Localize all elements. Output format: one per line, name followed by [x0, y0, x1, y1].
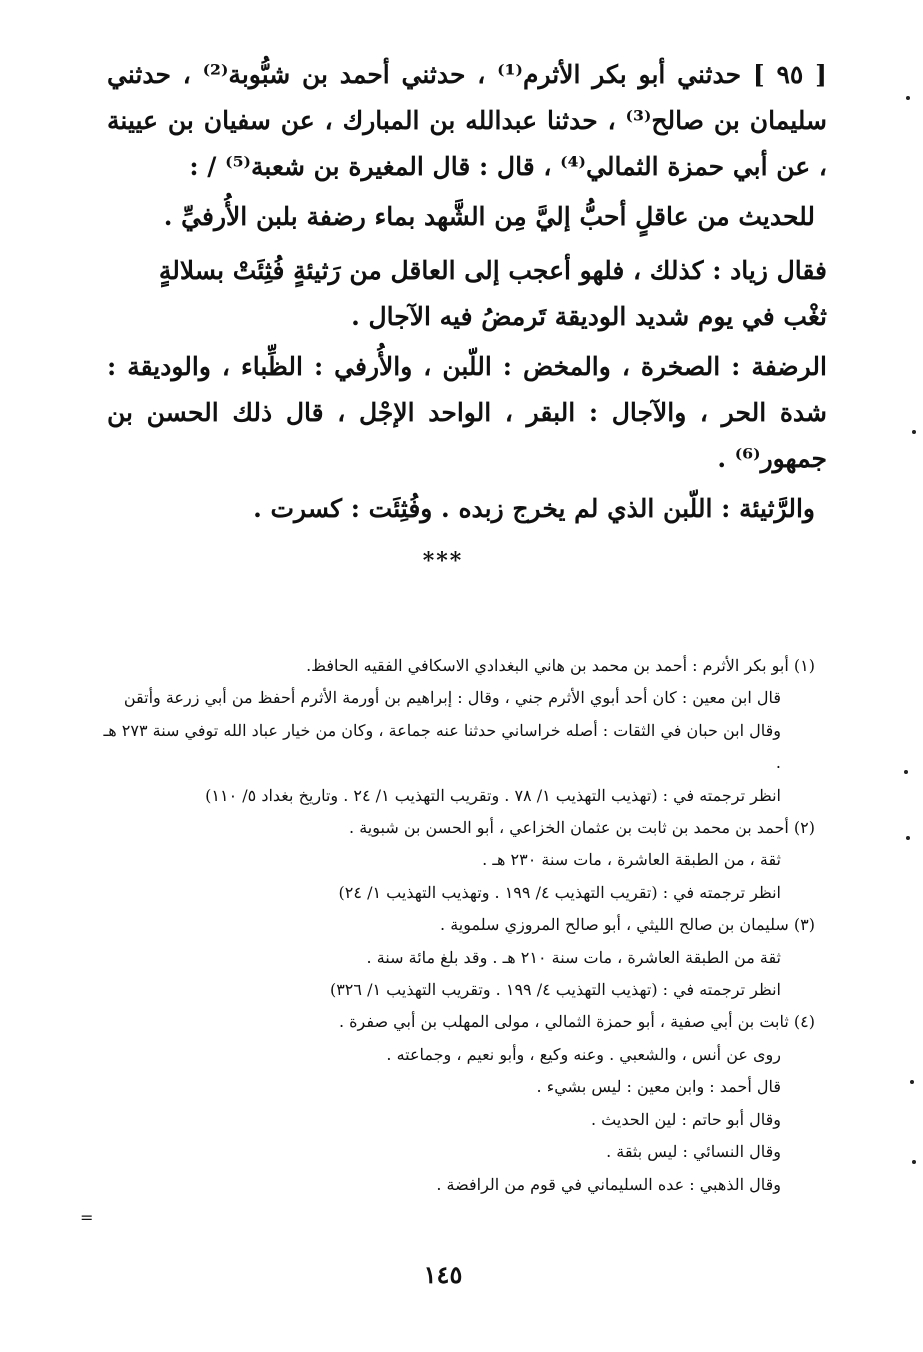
footnote-line: انظر ترجمته في : (تقريب التهذيب ٤/ ١٩٩ . وتهذيب التهذيب ١/ ٢٤) [338, 882, 781, 902]
footnote-line: وقال النسائي : ليس بثقة . [606, 1142, 781, 1162]
footnote-line: قال ابن معين : كان أحد أبوي الأثرم جني ، وقال : إبراهيم بن أورمة الأثرم أحفظ من أبي زرعة وأتقن [123, 688, 781, 708]
scan-dot [906, 836, 910, 840]
scan-dot [910, 1080, 914, 1084]
page-number: ١٤٥ [423, 1260, 463, 1289]
scan-dot [912, 1160, 916, 1164]
footnote-line: قال أحمد : وابن معين : ليس بشيء . [536, 1077, 781, 1097]
footnote-line: ثقة ، من الطبقة العاشرة ، مات سنة ٢٣٠ هـ . [482, 850, 781, 870]
footnotes [95, 650, 815, 1201]
footnote-line: (١) أبو بكر الأثرم : أحمد بن محمد بن هاني البغدادي الاسكافي الفقيه الحافظ. [306, 656, 815, 675]
footnote-line: انظر ترجمته في : (تهذيب التهذيب ٤/ ١٩٩ . وتقريب التهذيب ١/ ٣٢٦) [329, 980, 781, 1000]
scan-dot [906, 96, 910, 100]
footnote-line: ثقة من الطبقة العاشرة ، مات سنة ٢١٠ هـ . وقد بلغ مائة سنة . [366, 947, 781, 967]
footnote-1 [95, 650, 815, 812]
scan-dot [912, 430, 916, 434]
glossary-paragraph: الرضفة : الصخرة ، والمخض : اللّبن ، والأُرفي : الظِّباء ، والوديقة : شدة الحر ، والآجال : البقر ، الواحد الإجْل ، قال ذلك الحسن بن جمهور⁽⁶⁾ . [107, 352, 827, 473]
footnote-line: انظر ترجمته في : (تهذيب التهذيب ١/ ٧٨ . وتقريب التهذيب ١/ ٢٤ . وتاريخ بغداد ٥/ ١١٠) [205, 785, 781, 805]
continuation-mark: = [80, 1208, 94, 1227]
footnote-4 [95, 1006, 815, 1200]
footnote-line: وقال ابن حبان في الثقات : أصله خراساني حدثنا عنه جماعة ، وكان من خيار عباد الله توفي سنة ٢٧٣ هـ . [103, 720, 781, 773]
hadith-paragraph: [ ٩٥ ] حدثني أبو بكر الأثرم⁽¹⁾ ، حدثني أحمد بن شبُّوبة⁽²⁾ ، حدثني سليمان بن صالح⁽³⁾ ، حدثنا عبدالله بن المبارك ، عن سفيان بن عيينة ، عن أبي حمزة الثمالي⁽⁴⁾ ، قال : قال المغيرة بن شعبة⁽⁵⁾ / : [107, 60, 827, 181]
footnote-line: (٣) سليمان بن صالح الليثي ، أبو صالح المروزي سلموية . [440, 915, 815, 935]
glossary-line: والرَّثيئة : اللّبن الذي لم يخرج زبده . وفُثِئَت : كسرت . [253, 494, 815, 523]
footnote-line: (٢) أحمد بن محمد بن ثابت بن عثمان الخزاعي ، أبو الحسن بن شبوية . [349, 818, 815, 838]
reply-paragraph: فقال زياد : كذلك ، فلهو أعجب إلى العاقل من رَثيئةٍ فُثِئَتْ بسلالةٍ ثغْب في يوم شديد الوديقة تَرمضُ فيه الآجال . [158, 256, 827, 331]
section-separator: *** [422, 548, 464, 574]
footnote-3 [95, 909, 815, 1006]
scan-dot [904, 770, 908, 774]
footnote-line: روى عن أنس ، والشعبي . وعنه وكيع ، وأبو نعيم ، وجماعته . [386, 1044, 781, 1064]
footnote-2 [95, 812, 815, 909]
footnote-line: (٤) ثابت بن أبي صفية ، أبو حمزة الثمالي ، مولى المهلب بن أبي صفرة . [339, 1012, 815, 1032]
quote-line: للحديث من عاقلٍ أحبُّ إليَّ مِن الشَّهد بماء رضفة بلبن الأُرفيِّ . [163, 202, 815, 231]
footnote-line: وقال أبو حاتم : لين الحديث . [591, 1109, 781, 1129]
footnote-line: وقال الذهبي : عده السليماني في قوم من الرافضة . [436, 1174, 781, 1194]
